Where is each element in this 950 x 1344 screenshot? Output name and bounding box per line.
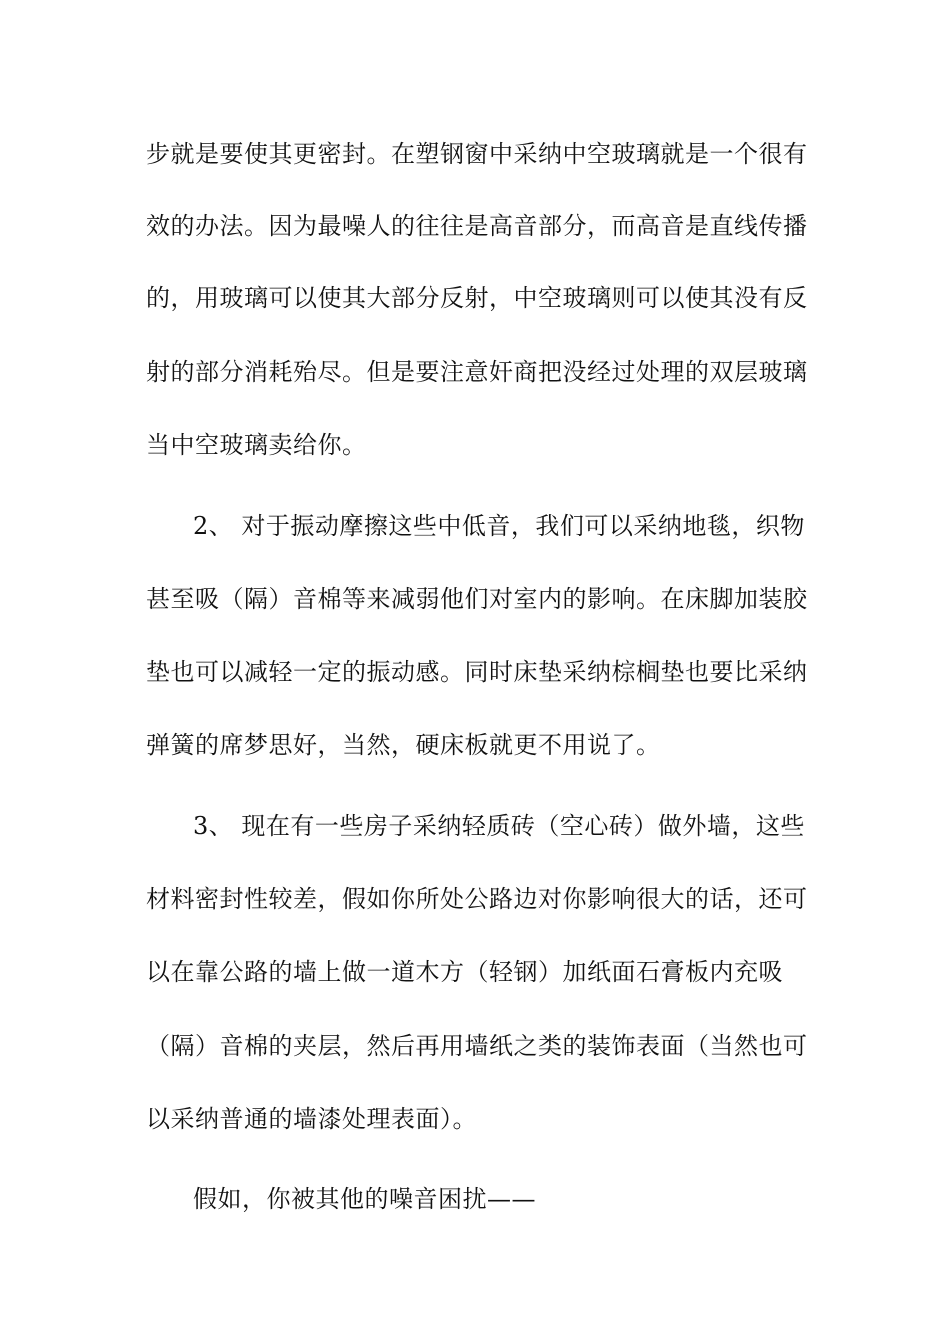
text-line: 垫也可以减轻一定的振动感。同时床垫采纳棕榈垫也要比采纳 xyxy=(146,658,808,686)
text-line: 效的办法。因为最噪人的往往是高音部分，而高音是直线传播 xyxy=(146,212,808,240)
text-line: 材料密封性较差，假如你所处公路边对你影响很大的话，还可 xyxy=(146,885,808,913)
text-line: 当中空玻璃卖给你。 xyxy=(146,431,367,459)
list-item-3: 3、 现在有一些房子采纳轻质砖（空心砖）做外墙，这些 xyxy=(193,812,805,840)
text-line: 弹簧的席梦思好，当然，硬床板就更不用说了。 xyxy=(146,731,661,759)
text-line: 以采纳普通的墙漆处理表面）。 xyxy=(146,1105,477,1133)
list-item-2: 2、 对于振动摩擦这些中低音，我们可以采纳地毯，织物 xyxy=(193,512,805,540)
text-line: 甚至吸（隔）音棉等来减弱他们对室内的影响。在床脚加装胶 xyxy=(146,585,808,613)
text-line: 步就是要使其更密封。在塑钢窗中采纳中空玻璃就是一个很有 xyxy=(146,140,808,168)
paragraph-lead: 假如，你被其他的噪音困扰—— xyxy=(193,1185,536,1213)
text-line: （隔）音棉的夹层，然后再用墙纸之类的装饰表面（当然也可 xyxy=(146,1032,808,1060)
text-line: 以在靠公路的墙上做一道木方（轻钢）加纸面石膏板内充吸 xyxy=(146,958,783,986)
text-line: 射的部分消耗殆尽。但是要注意奸商把没经过处理的双层玻璃 xyxy=(146,358,808,386)
text-line: 的，用玻璃可以使其大部分反射，中空玻璃则可以使其没有反 xyxy=(146,284,808,312)
